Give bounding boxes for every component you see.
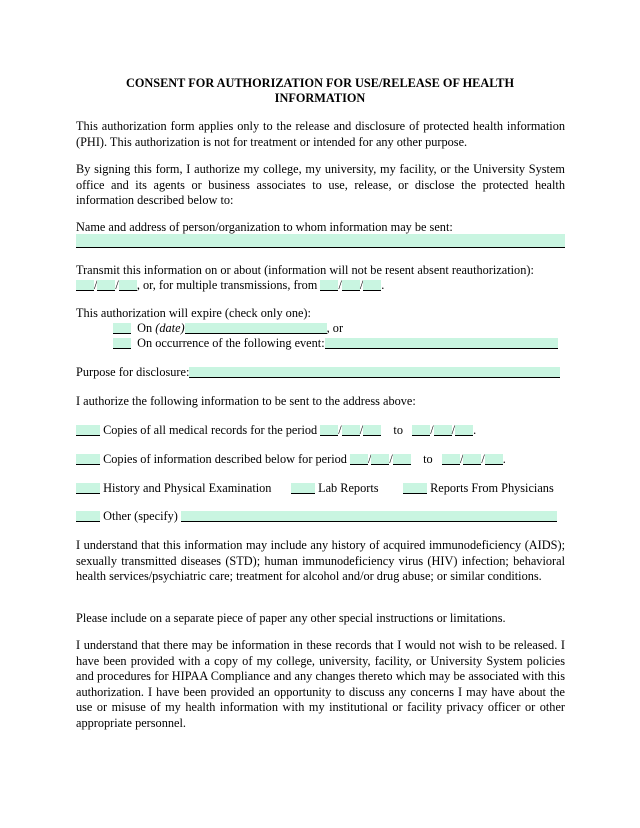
form-title bbox=[0, 76, 640, 106]
copies-all-to-year[interactable] bbox=[455, 425, 473, 436]
copies-below-from-year[interactable] bbox=[393, 454, 411, 465]
expire-date-row: On (date) , or bbox=[113, 321, 343, 336]
transmit-dates-row: / / , or, for multiple transmissions, from / / . bbox=[76, 278, 384, 293]
copies-below-to-day[interactable] bbox=[463, 454, 481, 465]
authorize-label: I authorize the following information to be sent to the address above: bbox=[76, 394, 416, 408]
multi-day-field[interactable] bbox=[342, 280, 360, 291]
transmit-day-field[interactable] bbox=[97, 280, 115, 291]
other-checkbox[interactable] bbox=[76, 511, 100, 522]
copies-all-to-month[interactable] bbox=[412, 425, 430, 436]
transmit-year-field[interactable] bbox=[119, 280, 137, 291]
expire-label: This authorization will expire (check only one): bbox=[76, 306, 311, 320]
intro-paragraph: This authorization form applies only to the release and disclosure of protected health information (PHI). This authorization is not for treatment or intended for any other purpose. bbox=[76, 119, 565, 149]
lab-checkbox[interactable] bbox=[291, 483, 315, 494]
copies-all-from-year[interactable] bbox=[363, 425, 381, 436]
recipient-label: Name and address of person/organization to whom information may be sent: bbox=[76, 220, 453, 234]
signing-paragraph: By signing this form, I authorize my college, my university, my facility, or the University System office and its agents or business associates to use, release, or disclose the protected health information described below to: bbox=[76, 162, 565, 207]
transmit-month-field[interactable] bbox=[76, 280, 94, 291]
lab-item: Lab Reports bbox=[291, 481, 379, 496]
copies-all-from-month[interactable] bbox=[320, 425, 338, 436]
history-item: History and Physical Examination bbox=[76, 481, 271, 496]
copies-all-to-day[interactable] bbox=[434, 425, 452, 436]
copies-below-row: Copies of information described below for period / / to / / . bbox=[76, 452, 506, 467]
copies-all-from-day[interactable] bbox=[342, 425, 360, 436]
copies-below-to-month[interactable] bbox=[442, 454, 460, 465]
other-specify-field[interactable] bbox=[181, 511, 557, 522]
physicians-item: Reports From Physicians bbox=[403, 481, 554, 496]
expire-event-checkbox[interactable] bbox=[113, 338, 131, 349]
recipient-field[interactable] bbox=[76, 234, 565, 248]
purpose-field[interactable] bbox=[189, 367, 560, 378]
hiv-paragraph: I understand that this information may include any history of acquired immunodeficiency (AIDS); sexually transmitted diseases (STD); human immunodeficiency virus (HIV) infection; behavioral health services/psychiatric care; treatment for alcohol and/or drug abuse; or similar conditions. bbox=[76, 538, 565, 583]
multi-year-field[interactable] bbox=[363, 280, 381, 291]
expire-event-row: On occurrence of the following event: bbox=[113, 336, 558, 351]
records-paragraph: I understand that there may be information in these records that I would not wish to be released. I have been provided with a copy of my college, university, facility, or University System policies and procedures for HIPAA Compliance and any changes thereto which may be associated with this authorization. I have been provided an opportunity to discuss any concerns I may have about the use or misuse of my health information with my institutional or facility privacy officer or other appropriate personnel. bbox=[76, 638, 565, 730]
copies-below-to-year[interactable] bbox=[485, 454, 503, 465]
copies-below-checkbox[interactable] bbox=[76, 454, 100, 465]
expire-event-field[interactable] bbox=[325, 338, 558, 349]
copies-all-row: Copies of all medical records for the period / / to / / . bbox=[76, 423, 476, 438]
purpose-row: Purpose for disclosure: bbox=[76, 365, 560, 380]
history-checkbox[interactable] bbox=[76, 483, 100, 494]
other-row: Other (specify) bbox=[76, 509, 557, 524]
separate-instructions: Please include on a separate piece of paper any other special instructions or limitations. bbox=[76, 611, 506, 625]
physicians-checkbox[interactable] bbox=[403, 483, 427, 494]
expire-date-checkbox[interactable] bbox=[113, 323, 131, 334]
transmit-paragraph: Transmit this information on or about (information will not be resent absent reauthorization): bbox=[76, 263, 534, 277]
multi-month-field[interactable] bbox=[320, 280, 338, 291]
expire-date-field[interactable] bbox=[185, 323, 327, 334]
copies-below-from-month[interactable] bbox=[350, 454, 368, 465]
title-line-2: INFORMATION bbox=[274, 91, 366, 105]
copies-below-from-day[interactable] bbox=[371, 454, 389, 465]
transmit-or-text: , or, for multiple transmissions, from bbox=[136, 278, 318, 292]
copies-all-checkbox[interactable] bbox=[76, 425, 100, 436]
title-line-1: CONSENT FOR AUTHORIZATION FOR USE/RELEASE OF HEALTH bbox=[125, 76, 515, 90]
